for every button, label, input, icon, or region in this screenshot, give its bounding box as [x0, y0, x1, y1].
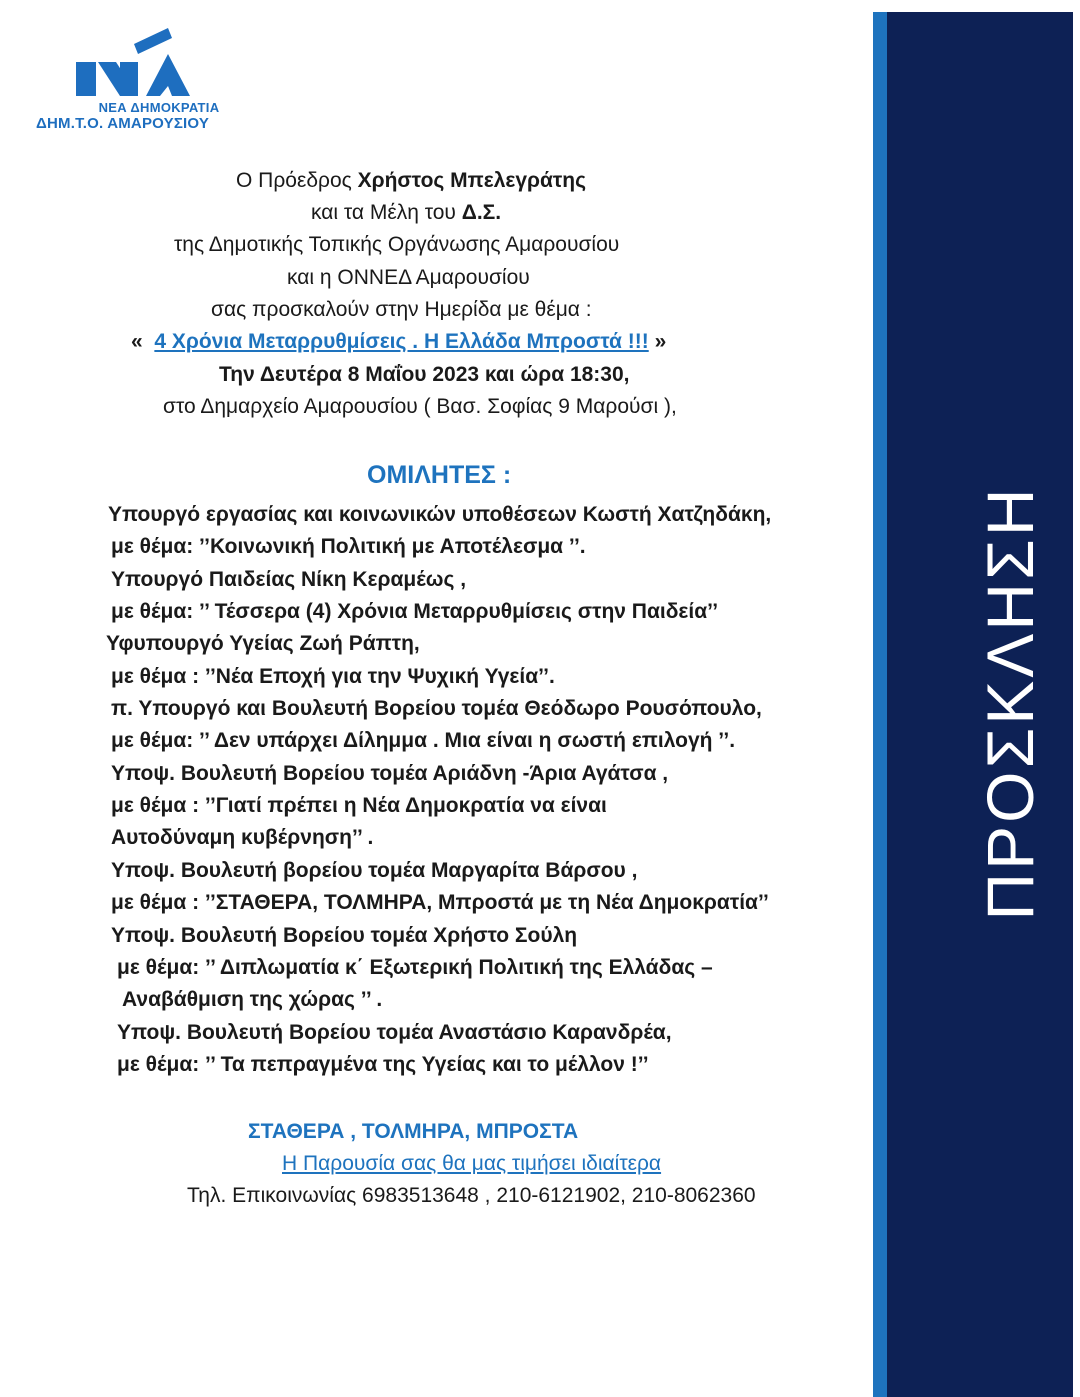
president-line: Ο Πρόεδρος Χρήστος Μπελεγράτης	[236, 169, 587, 192]
venue-line: στο Δημαρχείο Αμαρουσίου ( Βασ. Σοφίας 9 Μαρούσι ),	[163, 395, 677, 418]
speaker-line: Υπουργό εργασίας και κοινωνικών υποθέσεων Κωστή Χατζηδάκη,	[108, 503, 772, 526]
members-line: και τα Μέλη του Δ.Σ.	[311, 201, 502, 224]
speaker-line: Υποψ. Βουλευτή Βορείου τομέα Αναστάσιο Καρανδρέα,	[117, 1021, 672, 1044]
invitation-title: ΠΡΟΣΚΛΗΣΗ	[973, 485, 1047, 921]
speaker-line: με θέμα : ’’Νέα Εποχή για την Ψυχική Υγεία’’.	[111, 665, 555, 688]
slogan: ΣΤΑΘΕΡΑ , ΤΟΛΜΗΡΑ, ΜΠΡΟΣΤΑ	[248, 1120, 579, 1143]
invite-line: σας προσκαλούν στην Ημερίδα με θέμα :	[211, 298, 592, 321]
logo-line-party: ΝΕΑ ΔΗΜΟΚΡΑΤΙΑ	[98, 100, 220, 115]
speaker-line: με θέμα: ’’Κοινωνική Πολιτική με Αποτέλεσμα ’’.	[111, 535, 586, 558]
contact-phones: Τηλ. Επικοινωνίας 6983513648 , 210-6121902, 210-8062360	[187, 1184, 756, 1207]
date-line: Την Δευτέρα 8 Μαΐου 2023 και ώρα 18:30,	[219, 363, 630, 386]
speaker-line: με θέμα : ’’Γιατί πρέπει η Νέα Δημοκρατία να είναι	[111, 794, 607, 817]
honor-link[interactable]: Η Παρουσία σας θα μας τιμήσει ιδιαίτερα	[282, 1152, 662, 1175]
speaker-line: Υποψ. Βουλευτή Βορείου τομέα Αριάδνη -Άρια Αγάτσα ,	[111, 762, 669, 785]
speaker-line: Υφυπουργό Υγείας Ζωή Ράπτη,	[106, 632, 420, 655]
theme-line: « 4 Χρόνια Μεταρρυθμίσεις . Η Ελλάδα Μπροστά !!! »	[131, 330, 667, 353]
speaker-line: Υποψ. Βουλευτή βορείου τομέα Μαργαρίτα Βάρσου ,	[111, 859, 638, 882]
speaker-line: π. Υπουργό και Βουλευτή Βορείου τομέα Θεόδωρο Ρουσόπουλο,	[111, 697, 762, 720]
speaker-line: με θέμα: ’’ Τα πεπραγμένα της Υγείας και το μέλλον !’’	[117, 1053, 649, 1076]
speaker-line: Αναβάθμιση της χώρας ’’ .	[122, 988, 383, 1011]
speaker-line: με θέμα : ’’ΣΤΑΘΕΡΑ, ΤΟΛΜΗΡΑ, Μπροστά με τη Νέα Δημοκρατία’’	[111, 891, 769, 914]
nd-logo-mark-icon	[76, 24, 196, 98]
speakers-heading: ΟΜΙΛΗΤΕΣ :	[367, 461, 512, 489]
logo-line-org: ΔΗΜ.Τ.Ο. ΑΜΑΡΟΥΣΙΟΥ	[36, 115, 210, 132]
speaker-line: με θέμα: ’’ Δεν υπάρχει Δίλημμα . Μια είναι η σωστή επιλογή ’’.	[111, 729, 736, 752]
president-name: Χρήστος Μπελεγράτης	[357, 169, 587, 192]
organization-line: της Δημοτικής Τοπικής Οργάνωσης Αμαρουσίου	[174, 233, 620, 256]
speaker-line: με θέμα: ’’ Διπλωματία κ΄ Εξωτερική Πολιτική της Ελλάδας –	[117, 956, 713, 979]
speaker-line: Υποψ. Βουλευτή Βορείου τομέα Χρήστο Σούλη	[111, 924, 578, 947]
speaker-line: Αυτοδύναμη κυβέρνηση’’ .	[111, 826, 374, 849]
theme-link[interactable]: 4 Χρόνια Μεταρρυθμίσεις . Η Ελλάδα Μπροστά !!!	[154, 330, 649, 353]
speaker-line: Υπουργό Παιδείας Νίκη Κεραμέως ,	[111, 568, 467, 591]
speaker-line: με θέμα: ’’ Τέσσερα (4) Χρόνια Μεταρρυθμίσεις στην Παιδεία’’	[111, 600, 719, 623]
onned-line: και η ΟΝΝΕΔ Αμαρουσίου	[287, 266, 530, 289]
